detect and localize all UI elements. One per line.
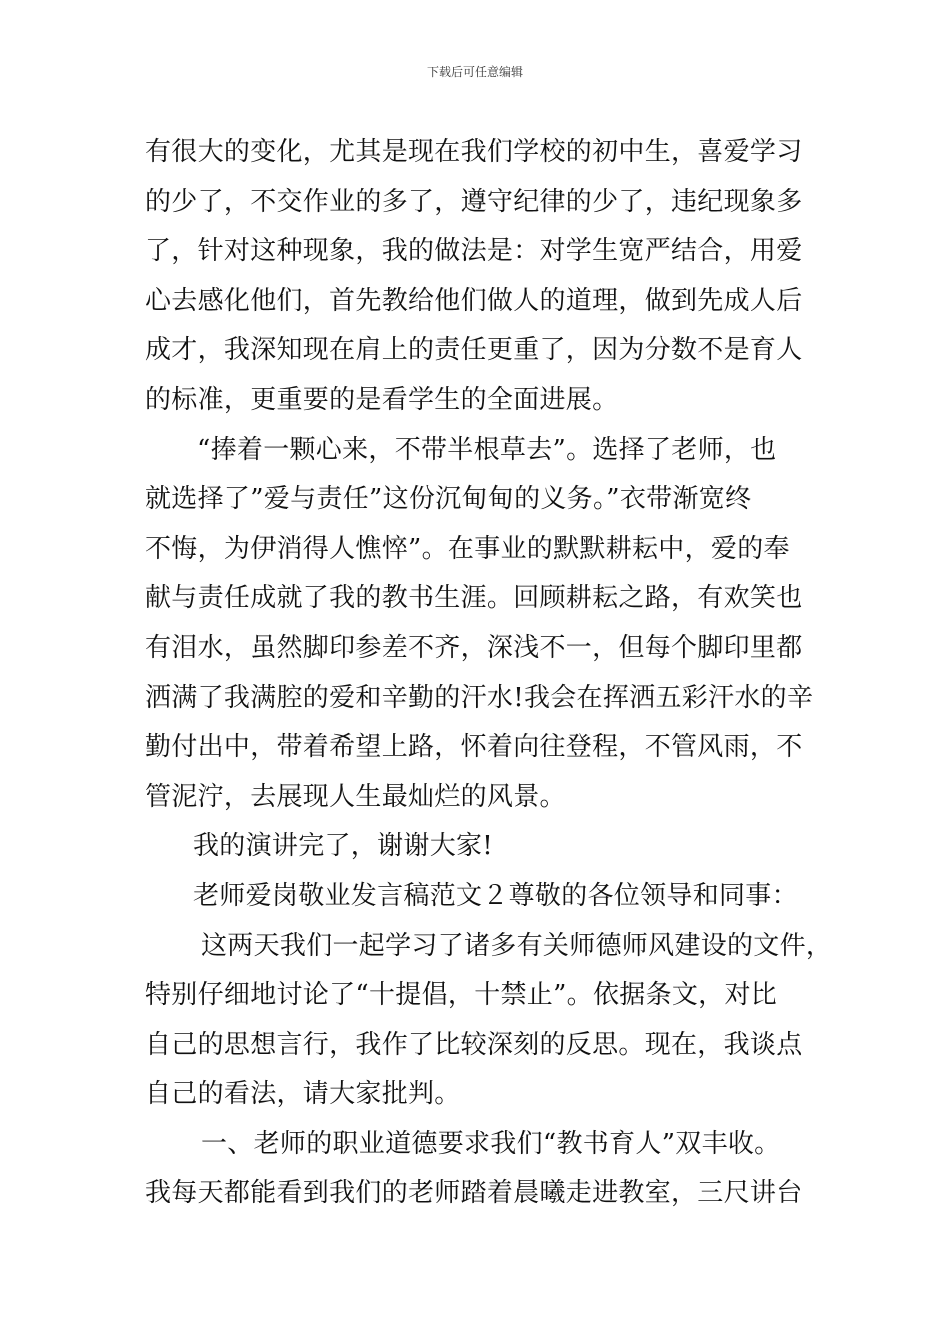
- text-line: 的标准，更重要的是看学生的全面进展。: [145, 384, 619, 415]
- text-line: 洒满了我满腔的爱和辛勤的汗水!我会在挥洒五彩汗水的辛: [145, 682, 814, 713]
- text-line: 自己的看法，请大家批判。: [145, 1079, 461, 1110]
- text-line: 就选择了”爱与责任”这份沉甸甸的义务。”衣带渐宽终: [145, 484, 752, 515]
- text-line: 我每天都能看到我们的老师踏着晨曦走进教室，三尺讲台: [145, 1178, 803, 1209]
- paragraph-start-line: 这两天我们一起学习了诸多有关师德师风建设的文件，: [201, 930, 833, 961]
- document-body: [145, 128, 835, 1219]
- page-header: 下载后可任意编辑: [426, 65, 523, 79]
- text-line: 的少了，不交作业的多了，遵守纪律的少了，违纪现象多: [145, 186, 803, 217]
- section-title-line: 老师爱岗敬业发言稿范文２尊敬的各位领导和同事：: [193, 880, 798, 911]
- text-line: 了，针对这种现象，我的做法是：对学生宽严结合，用爱: [145, 236, 803, 267]
- text-line: 有很大的变化，尤其是现在我们学校的初中生，喜爱学习: [145, 137, 803, 167]
- text-line: 自己的思想言行，我作了比较深刻的反思。现在，我谈点: [145, 1029, 803, 1060]
- text-line: 管泥泞，去展现人生最灿烂的风景。: [145, 781, 566, 812]
- paragraph-start-line: “捧着一颗心来，不带半根草去”。选择了老师，也: [197, 434, 777, 465]
- text-line: 有泪水，虽然脚印参差不齐，深浅不一，但每个脚印里都: [145, 632, 803, 663]
- text-line: 特别仔细地讨论了“十提倡，十禁止”。依据条文，对比: [145, 980, 778, 1011]
- text-line: 不悔，为伊消得人憔悴”。在事业的默默耕耘中，爱的奉: [145, 533, 790, 564]
- text-line: 成才，我深知现在肩上的责任更重了，因为分数不是育人: [145, 335, 803, 366]
- paragraph-start-line: 一、老师的职业道德要求我们“教书育人”双丰收。: [201, 1128, 781, 1159]
- paragraph-start-line: 我的演讲完了，谢谢大家!: [193, 831, 494, 862]
- text-line: 心去感化他们，首先教给他们做人的道理，做到先成人后: [145, 285, 803, 316]
- text-line: 勤付出中，带着希望上路，怀着向往登程，不管风雨，不: [145, 732, 803, 763]
- text-line: 献与责任成就了我的教书生涯。回顾耕耘之路，有欢笑也: [145, 583, 803, 614]
